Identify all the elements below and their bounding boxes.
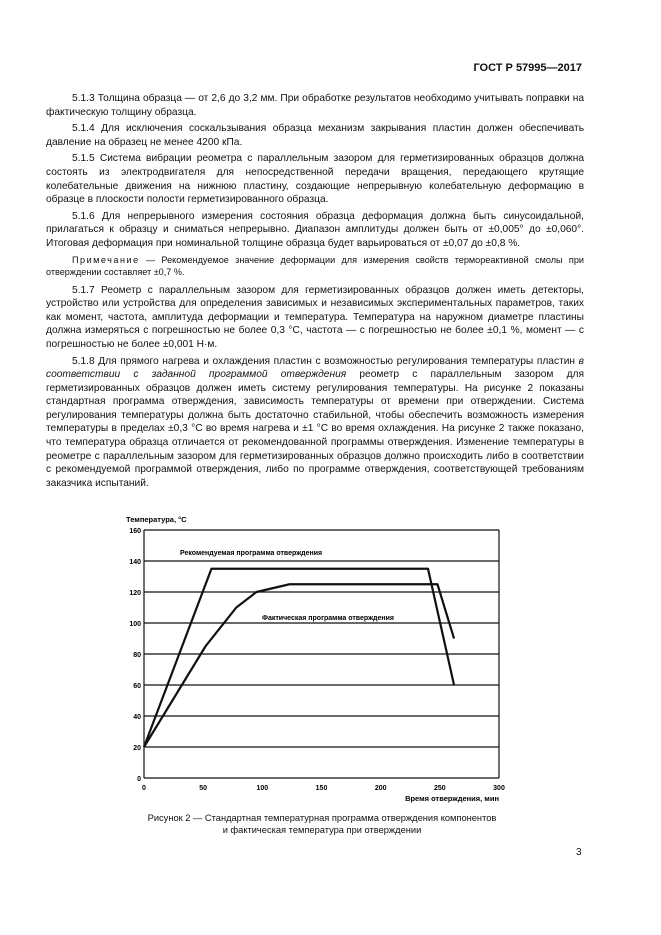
paragraph-5-1-8-end: реометр с параллельным зазором для герметизированных образцов должен иметь систему регулирования температуры. На рисунке 2 показаны стандартная программа отверждения, зависимость температуры от времени при отверждении. Система регулирования температуры должна быть достаточно стабильной, чтобы обеспечить возможность измерения температуры в пределах ±0,3 °С во время нагрева и ±1 °С во время охлаждения. На рисунке 2 также показано, что температура образца отличается от рекомендованной программы отверждения. Изменение температуры в реометре с параллельным зазором для герметизированных образцов должно происходить либо в соответствии с рекомендуемой программой отверждения, либо по программе отверждения, соответствующей требованиям заказчика испытаний. bbox=[46, 369, 584, 489]
x-tick-label-200: 200 bbox=[374, 785, 387, 792]
y-tick-label-120: 120 bbox=[129, 590, 141, 597]
y-tick-label-60: 60 bbox=[133, 683, 141, 690]
paragraph-5-1-7: 5.1.7 Реометр с параллельным зазором для герметизированных образцов должен иметь детекторы, устройство или устройства для определения зависимых и независимых экспериментальных параметров, таких как момент, частота, амплитуда деформации и температура. Температура на наружном диаметре пластины должна измеряться с погрешностью не более 0,3 °С, частота — с погрешностью не более ±0,1 %, момент — с погрешностью не более ±0,001 Н·м. bbox=[46, 284, 584, 350]
y-axis-label: Температура, °С bbox=[126, 515, 187, 524]
series-label-1: Рекомендуемая программа отверждения bbox=[180, 550, 323, 557]
y-tick-label-100: 100 bbox=[129, 621, 141, 628]
paragraph-5-1-6: 5.1.6 Для непрерывного измерения состояния образца деформация должна быть синусоидальной, прилагаться к образцу и сниматься непрерывно. Диапазон амплитуды должен быть от ±0,005° до ±0,060°. Итоговая деформация при номинальной толщине образца будет варьироваться от ±0,07 до ±0,8 %. bbox=[46, 210, 584, 249]
page-number: 3 bbox=[576, 847, 582, 858]
paragraph-5-1-4: 5.1.4 Для исключения соскальзывания образца механизм закрывания пластин должен обеспечивать давление на образец не менее 4200 кПа. bbox=[46, 123, 584, 148]
note bbox=[46, 254, 584, 279]
document-code: ГОСТ Р 57995—2017 bbox=[473, 62, 582, 74]
paragraph-5-1-8-emphasis: в соответствии с заданной программой отверждения bbox=[46, 355, 584, 381]
note-label: Примечание bbox=[72, 254, 140, 265]
x-tick-label-250: 250 bbox=[433, 785, 446, 792]
paragraph-5-1-8-start: 5.1.8 Для прямого нагрева и охлаждения пластин с возможностью регулирования температуры пластин bbox=[72, 355, 579, 367]
y-tick-label-80: 80 bbox=[133, 652, 141, 659]
document-body bbox=[46, 92, 584, 493]
figure-caption bbox=[112, 812, 532, 836]
paragraph-5-1-8 bbox=[46, 355, 584, 491]
paragraph-5-1-3: 5.1.3 Толщина образца — от 2,6 до 3,2 мм. При обработке результатов необходимо учитывать поправки на фактическую толщину образца. bbox=[46, 93, 584, 118]
y-tick-label-140: 140 bbox=[129, 559, 141, 566]
x-tick-label-150: 150 bbox=[315, 785, 328, 792]
temperature-chart bbox=[112, 510, 532, 810]
series-line-2 bbox=[144, 584, 454, 747]
y-tick-label-40: 40 bbox=[133, 714, 141, 721]
x-tick-label-300: 300 bbox=[493, 785, 505, 792]
note-text: — Рекомендуемое значение деформации для измерения свойств термореактивной смолы при отверждении составляет ±0,7 %. bbox=[46, 254, 584, 278]
figure-caption-line-2: и фактическая температура при отверждении bbox=[222, 825, 422, 836]
x-tick-label-100: 100 bbox=[256, 785, 269, 792]
series-label-2: Фактическая программа отверждения bbox=[262, 615, 394, 622]
y-tick-label-0: 0 bbox=[137, 776, 141, 783]
series-line-1 bbox=[144, 569, 454, 747]
x-axis-label: Время отверждения, мин bbox=[405, 794, 499, 803]
y-tick-label-160: 160 bbox=[129, 528, 141, 535]
paragraph-5-1-5: 5.1.5 Система вибрации реометра с параллельным зазором для герметизированных образцов должна состоять из электродвигателя для непосредственной передачи вращения, передающего крутящие колебательные движения на нижнюю пластину, создающие непрерывную колебательную деформацию в образце в плоскости полости герметизированного образца. bbox=[46, 153, 584, 206]
figure-caption-line-1: Рисунок 2 — Стандартная температурная программа отверждения компонентов bbox=[147, 813, 497, 823]
x-tick-label-50: 50 bbox=[199, 785, 208, 792]
x-tick-label-0: 0 bbox=[142, 785, 146, 792]
y-tick-label-20: 20 bbox=[133, 745, 141, 752]
